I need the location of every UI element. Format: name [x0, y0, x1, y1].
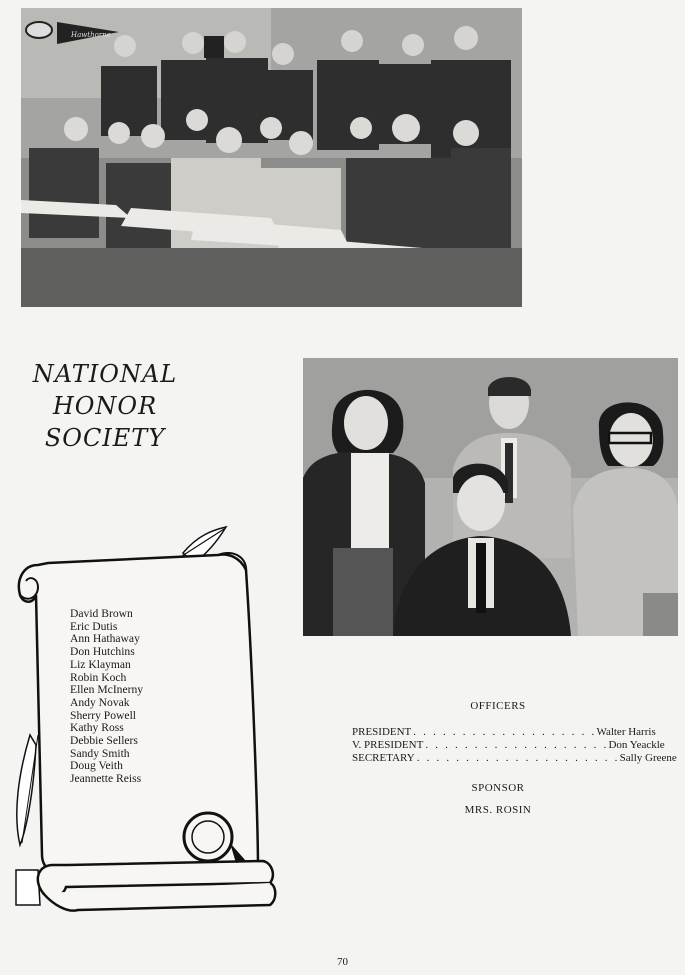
officers-section — [352, 700, 677, 816]
page-title-line-3: SOCIETY — [44, 424, 166, 452]
member-name: Liz Klayman — [70, 657, 131, 671]
officer-leader-dots: . . . . . . . . . . . . . . . . . . . . . — [416, 752, 620, 764]
page-number: 70 — [337, 956, 348, 968]
officer-role: SECRETARY — [352, 752, 415, 764]
member-name: Kathy Ross — [70, 721, 124, 735]
officer-name: Walter Harris — [596, 726, 656, 738]
officer-row — [352, 739, 665, 752]
officers-heading: OFFICERS — [470, 700, 526, 712]
member-name: Eric Dutis — [70, 619, 118, 633]
officer-name: Sally Greene — [619, 752, 677, 764]
member-name: Sherry Powell — [70, 708, 137, 722]
member-list — [70, 608, 143, 786]
member-name: Doug Veith — [70, 759, 123, 773]
officer-row — [352, 726, 656, 739]
page-title — [30, 358, 180, 454]
member-name: Ann Hathaway — [70, 632, 140, 646]
officer-row — [352, 752, 677, 765]
member-name: Don Hutchins — [70, 645, 135, 659]
page-title-line-1: NATIONAL — [32, 360, 178, 388]
member-name: Sandy Smith — [70, 746, 130, 760]
officers-photo-illustration — [303, 358, 678, 636]
sponsor-heading: SPONSOR — [471, 782, 525, 794]
member-name: Robin Koch — [70, 670, 127, 684]
group-photo — [21, 8, 522, 307]
officer-role: V. PRESIDENT — [352, 739, 424, 751]
page-title-line-2: HONOR — [52, 392, 158, 420]
officers-photo — [303, 358, 678, 636]
officer-leader-dots: . . . . . . . . . . . . . . . . . . . — [425, 739, 609, 751]
officer-role: PRESIDENT — [352, 726, 412, 738]
member-name: Debbie Sellers — [70, 734, 138, 748]
officer-name: Don Yeackle — [608, 739, 665, 751]
member-name: Andy Novak — [70, 695, 130, 709]
member-name: David Brown — [70, 607, 133, 620]
member-name: Jeannette Reiss — [70, 772, 142, 786]
member-name: Ellen McInerny — [70, 683, 144, 697]
pennant-text: Hawthorne — [71, 31, 111, 39]
sponsor-name: MRS. ROSIN — [464, 804, 532, 816]
group-photo-illustration — [21, 8, 522, 307]
officer-leader-dots: . . . . . . . . . . . . . . . . . . . — [413, 726, 597, 738]
